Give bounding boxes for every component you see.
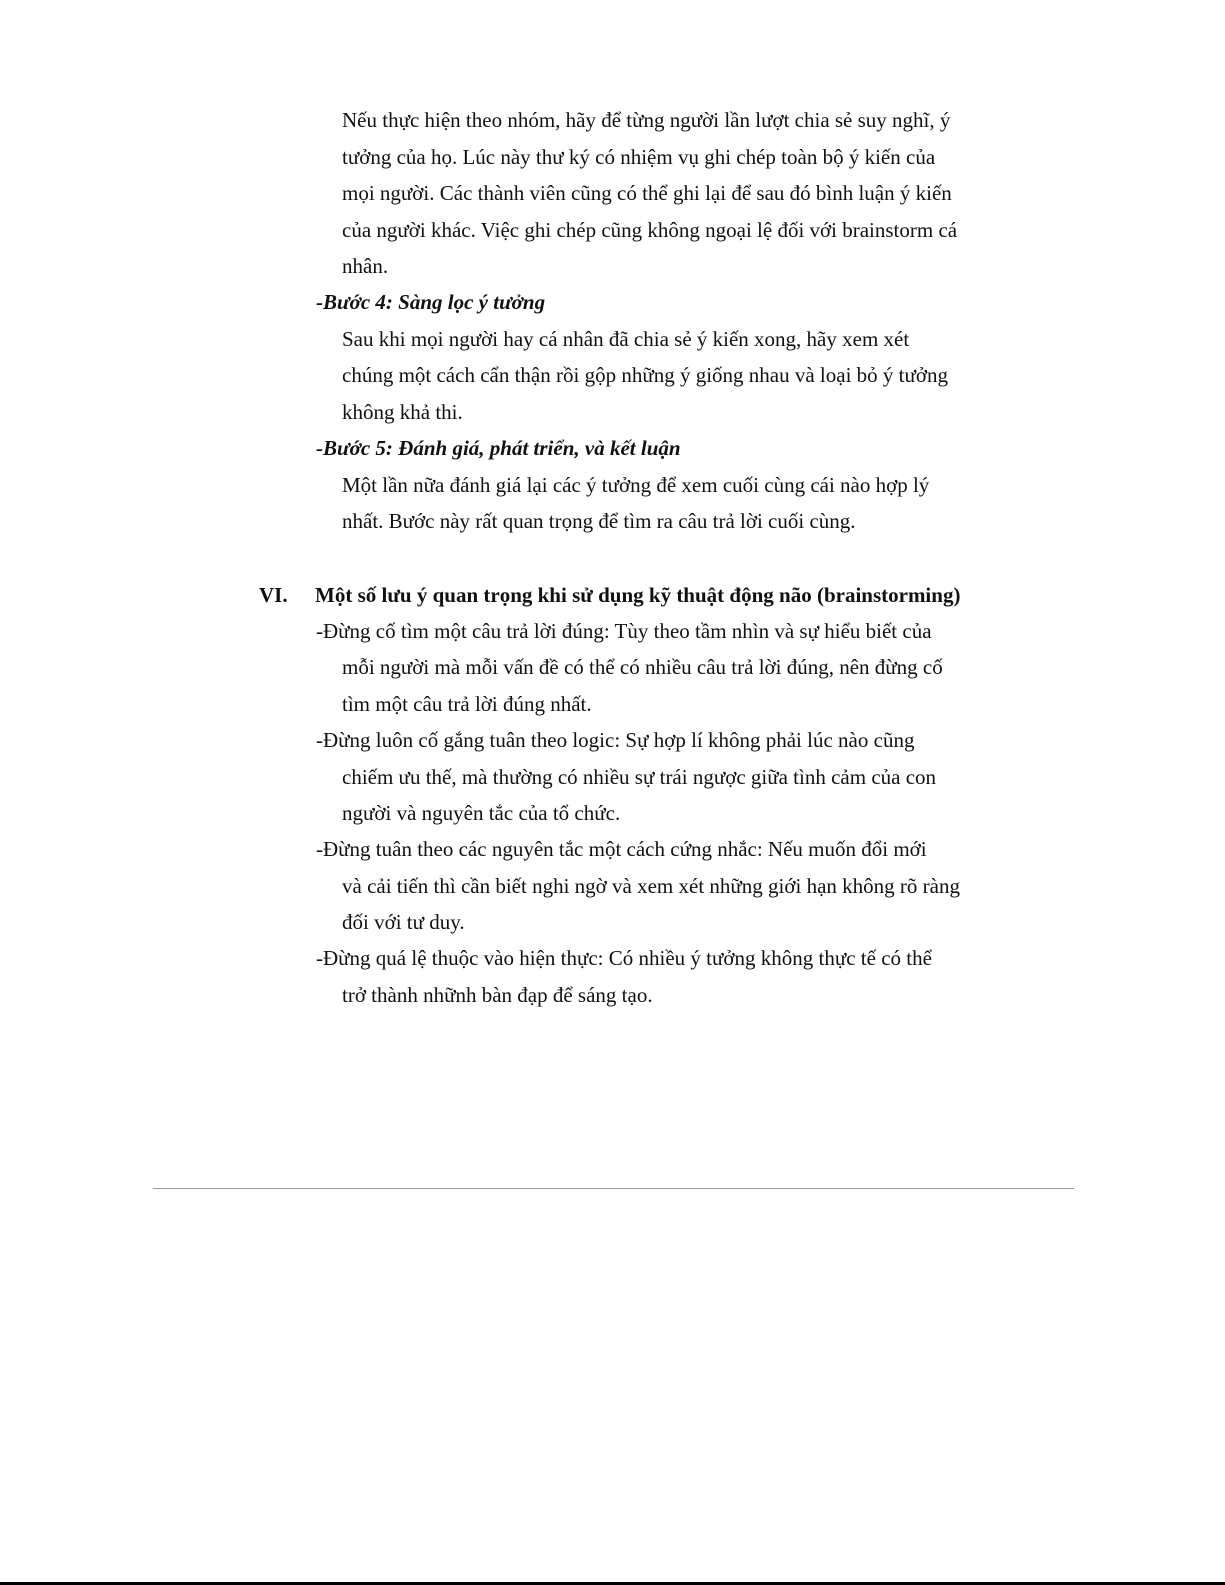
step-5-line: nhất. Bước này rất quan trọng để tìm ra câu trả lời cuối cùng. [342, 509, 856, 533]
paragraph-line: của người khác. Việc ghi chép cũng không ngoại lệ đối với brainstorm cá [342, 218, 958, 242]
paragraph-line: tưởng của họ. Lúc này thư ký có nhiệm vụ ghi chép toàn bộ ý kiến của [342, 145, 936, 169]
bullet-continuation: mỗi người mà mỗi vấn đề có thể có nhiều câu trả lời đúng, nên đừng cố [342, 655, 943, 679]
section-number: VI. [259, 583, 288, 607]
section-title: Một số lưu ý quan trọng khi sử dụng kỹ thuật động não (brainstorming) [315, 583, 961, 607]
bullet-first-line: -Đừng quá lệ thuộc vào hiện thực: Có nhiều ý tưởng không thực tế có thể [316, 946, 932, 970]
bullet-continuation: chiếm ưu thế, mà thường có nhiều sự trái ngược giữa tình cảm của con [342, 765, 937, 789]
step-4-line: không khả thi. [342, 400, 463, 424]
bullet-continuation: và cải tiến thì cần biết nghi ngờ và xem xét những giới hạn không rõ ràng [342, 874, 960, 898]
step-4-line: Sau khi mọi người hay cá nhân đã chia sẻ ý kiến xong, hãy xem xét [342, 327, 910, 351]
bullet-first-line: -Đừng luôn cố gắng tuân theo logic: Sự hợp lí không phải lúc nào cũng [316, 728, 915, 752]
step-4-line: chúng một cách cẩn thận rồi gộp những ý giống nhau và loại bỏ ý tưởng [342, 363, 948, 387]
bullet-continuation: trở thành nhữnh bàn đạp để sáng tạo. [342, 983, 653, 1007]
step-5-line: Một lần nữa đánh giá lại các ý tưởng để xem cuối cùng cái nào hợp lý [342, 473, 930, 497]
bullet-continuation: đối với tư duy. [342, 910, 465, 934]
bullet-first-line: -Đừng cố tìm một câu trả lời đúng: Tùy theo tầm nhìn và sự hiểu biết của [316, 619, 932, 643]
step-4-heading: -Bước 4: Sàng lọc ý tưởng [316, 290, 546, 314]
paragraph-line: Nếu thực hiện theo nhóm, hãy để từng người lần lượt chia sẻ suy nghĩ, ý [342, 108, 951, 132]
bullet-first-line: -Đừng tuân theo các nguyên tắc một cách cứng nhắc: Nếu muốn đổi mới [316, 837, 927, 861]
bullet-continuation: người và nguyên tắc của tổ chức. [342, 801, 621, 825]
step-5-heading: -Bước 5: Đánh giá, phát triển, và kết luận [316, 436, 681, 460]
paragraph-line: nhân. [342, 254, 389, 278]
bullet-continuation: tìm một câu trả lời đúng nhất. [342, 692, 592, 716]
paragraph-line: mọi người. Các thành viên cũng có thể ghi lại để sau đó bình luận ý kiến [342, 181, 952, 205]
page-break-divider [153, 1188, 1074, 1189]
